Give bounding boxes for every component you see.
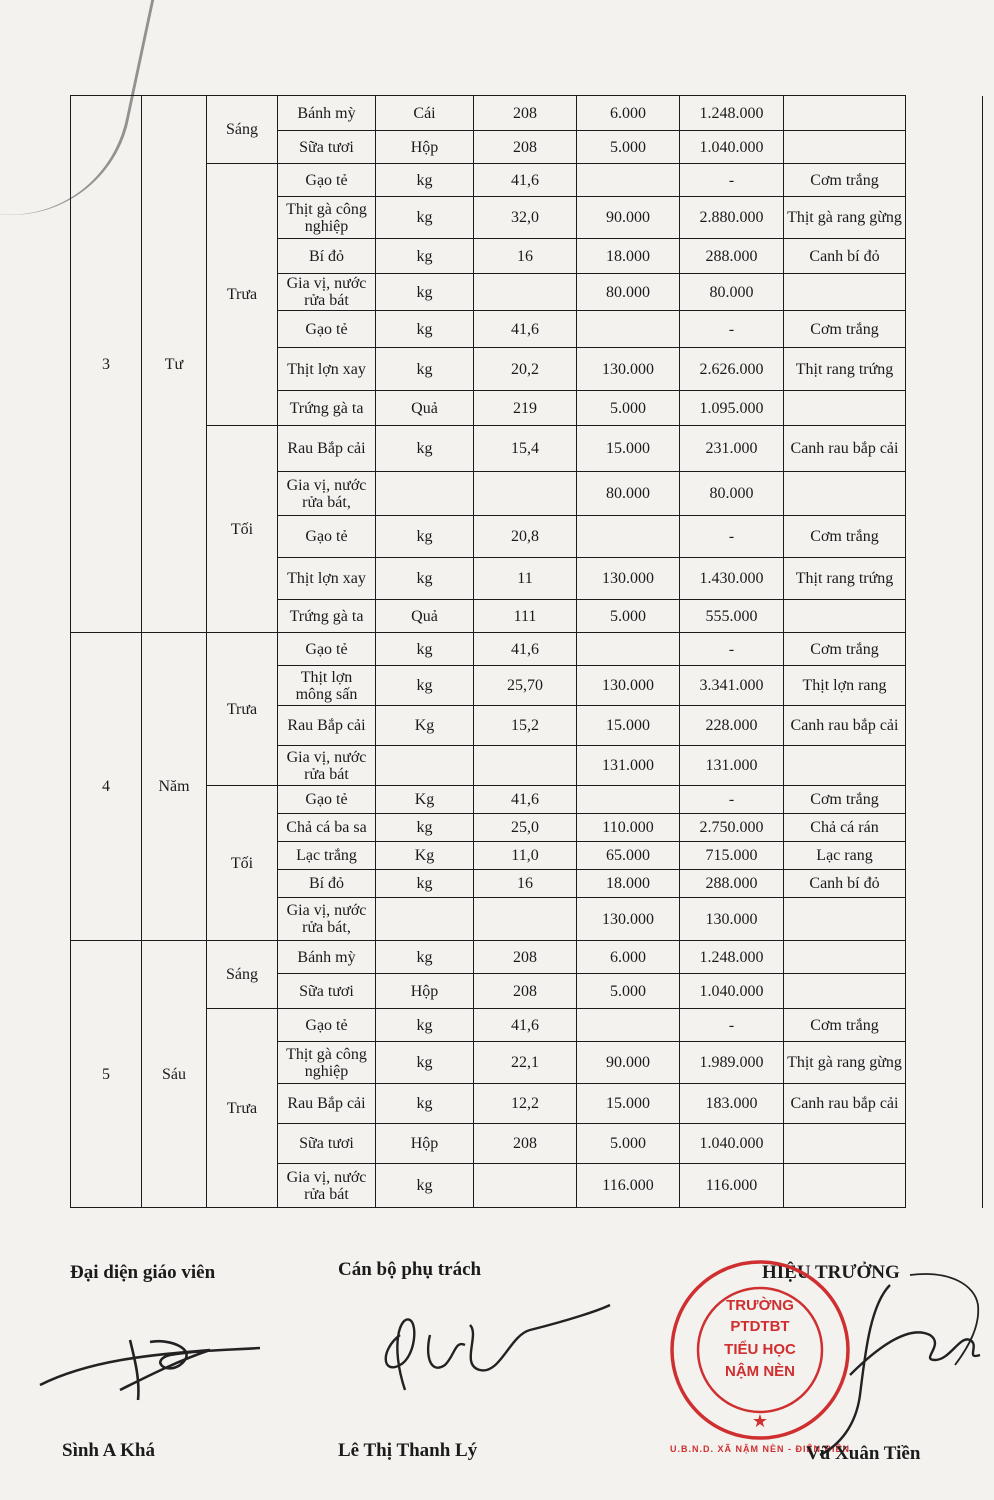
table-cell: 208: [474, 96, 577, 131]
table-margin-cell: [906, 1124, 983, 1164]
table-cell: 25,70: [474, 666, 577, 706]
stamp-line-3: TIỂU HỌC: [724, 1341, 796, 1358]
table-margin-cell: [906, 974, 983, 1009]
table-cell: Rau Bắp cải: [278, 706, 376, 746]
table-margin-cell: [906, 391, 983, 426]
table-cell: 715.000: [680, 842, 784, 870]
table-cell: Sáng: [207, 96, 278, 164]
table-cell: Hộp: [376, 131, 474, 164]
officer-name: Lê Thị Thanh Lý: [338, 1440, 478, 1461]
table-cell: [784, 941, 906, 974]
table-cell: [577, 1009, 680, 1042]
table-margin-cell: [906, 96, 983, 131]
table-cell: Gạo tẻ: [278, 633, 376, 666]
table-cell: 5.000: [577, 600, 680, 633]
table-margin-cell: [906, 472, 983, 516]
table-margin-cell: [906, 941, 983, 974]
table-cell: 208: [474, 974, 577, 1009]
table-margin-cell: [906, 898, 983, 941]
table-margin-cell: [906, 814, 983, 842]
table-cell: kg: [376, 1164, 474, 1208]
table-cell: 111: [474, 600, 577, 633]
table-cell: 5.000: [577, 974, 680, 1009]
table-cell: 18.000: [577, 870, 680, 898]
table-cell: 3: [71, 96, 142, 633]
table-cell: Thịt gà công nghiệp: [278, 1042, 376, 1084]
table-cell: Lạc rang: [784, 842, 906, 870]
table-cell: Canh rau bắp cải: [784, 426, 906, 472]
table-cell: Rau Bắp cải: [278, 426, 376, 472]
table-cell: 2.880.000: [680, 197, 784, 239]
table-margin-cell: [906, 239, 983, 274]
table-cell: 4: [71, 633, 142, 941]
svg-text:★: ★: [751, 1411, 769, 1431]
table-cell: Sữa tươi: [278, 1124, 376, 1164]
table-cell: 228.000: [680, 706, 784, 746]
table-cell: 41,6: [474, 786, 577, 814]
table-cell: [376, 898, 474, 941]
table-cell: [784, 898, 906, 941]
principal-signature: [770, 1265, 990, 1465]
officer-signature: [370, 1295, 620, 1415]
table-cell: Bánh mỳ: [278, 941, 376, 974]
table-margin-cell: [906, 1084, 983, 1124]
table-cell: Chả cá rán: [784, 814, 906, 842]
table-cell: 15,2: [474, 706, 577, 746]
table-cell: [577, 786, 680, 814]
table-cell: Lạc trắng: [278, 842, 376, 870]
table-margin-cell: [906, 1009, 983, 1042]
table-cell: Bánh mỳ: [278, 96, 376, 131]
table-cell: 5: [71, 941, 142, 1208]
table-cell: Cơm trắng: [784, 311, 906, 348]
table-cell: kg: [376, 239, 474, 274]
table-cell: [784, 96, 906, 131]
table-cell: [577, 164, 680, 197]
table-cell: Sữa tươi: [278, 131, 376, 164]
principal-name: Vũ Xuân Tiền: [806, 1443, 921, 1464]
table-cell: [784, 1124, 906, 1164]
table-cell: 208: [474, 941, 577, 974]
table-cell: kg: [376, 1009, 474, 1042]
stamp-line-4: NẬM NÈN: [725, 1363, 795, 1380]
table-cell: [474, 1164, 577, 1208]
table-cell: Gia vị, nước rửa bát: [278, 746, 376, 786]
table-cell: 1.040.000: [680, 131, 784, 164]
table-cell: -: [680, 786, 784, 814]
table-cell: Gạo tẻ: [278, 311, 376, 348]
table-cell: Gạo tẻ: [278, 786, 376, 814]
table-cell: 65.000: [577, 842, 680, 870]
table-cell: 1.248.000: [680, 96, 784, 131]
table-cell: Thịt rang trứng: [784, 558, 906, 600]
table-cell: [474, 746, 577, 786]
table-cell: 208: [474, 131, 577, 164]
table-cell: kg: [376, 870, 474, 898]
table-cell: -: [680, 164, 784, 197]
table-cell: [784, 472, 906, 516]
table-cell: 5.000: [577, 131, 680, 164]
table-cell: 2.626.000: [680, 348, 784, 391]
teacher-title: Đại diện giáo viên: [70, 1262, 216, 1283]
table-cell: Gạo tẻ: [278, 164, 376, 197]
stamp-ring-text: U.B.N.D. XÃ NẬM NÈN - ĐIỆN BIÊN: [669, 1444, 850, 1454]
table-cell: 130.000: [577, 898, 680, 941]
table-cell: Canh rau bắp cải: [784, 706, 906, 746]
table-cell: kg: [376, 666, 474, 706]
teacher-name: Sình A Khá: [62, 1440, 155, 1461]
table-cell: 22,1: [474, 1042, 577, 1084]
table-cell: [376, 472, 474, 516]
table-margin-cell: [906, 633, 983, 666]
table-cell: [784, 391, 906, 426]
table-margin-cell: [906, 1042, 983, 1084]
table-cell: kg: [376, 164, 474, 197]
table-cell: Quả: [376, 600, 474, 633]
table-cell: 130.000: [577, 348, 680, 391]
teacher-signature: [30, 1320, 270, 1410]
table-row: [71, 96, 983, 131]
table-cell: [577, 633, 680, 666]
table-cell: -: [680, 516, 784, 558]
table-cell: Trứng gà ta: [278, 391, 376, 426]
table-cell: 16: [474, 239, 577, 274]
table-cell: 208: [474, 1124, 577, 1164]
table-cell: Tối: [207, 786, 278, 941]
table-margin-cell: [906, 600, 983, 633]
table-cell: 130.000: [577, 666, 680, 706]
stamp-line-1: TRƯỜNG: [726, 1297, 794, 1314]
table-cell: Thịt lợn xay: [278, 348, 376, 391]
table-cell: kg: [376, 274, 474, 311]
table-cell: kg: [376, 197, 474, 239]
table-cell: Trưa: [207, 1009, 278, 1208]
table-cell: 6.000: [577, 941, 680, 974]
table-cell: kg: [376, 348, 474, 391]
table-cell: Gia vị, nước rửa bát: [278, 274, 376, 311]
table-cell: [784, 131, 906, 164]
table-cell: Gạo tẻ: [278, 516, 376, 558]
table-margin-cell: [906, 348, 983, 391]
table-cell: Năm: [142, 633, 207, 941]
table-cell: kg: [376, 941, 474, 974]
table-cell: 116.000: [577, 1164, 680, 1208]
table-margin-cell: [906, 311, 983, 348]
table-cell: 80.000: [680, 472, 784, 516]
table-row: [71, 426, 983, 472]
table-cell: Canh bí đỏ: [784, 239, 906, 274]
table-cell: Thịt gà công nghiệp: [278, 197, 376, 239]
table-cell: Quả: [376, 391, 474, 426]
table-cell: 90.000: [577, 1042, 680, 1084]
table-cell: 80.000: [577, 472, 680, 516]
table-cell: kg: [376, 814, 474, 842]
table-cell: 32,0: [474, 197, 577, 239]
table-cell: 130.000: [577, 558, 680, 600]
table-cell: 20,8: [474, 516, 577, 558]
table-cell: kg: [376, 311, 474, 348]
table-cell: Sữa tươi: [278, 974, 376, 1009]
table-cell: Gia vị, nước rửa bát: [278, 1164, 376, 1208]
table-cell: 131.000: [680, 746, 784, 786]
table-cell: Trưa: [207, 164, 278, 426]
table-cell: 555.000: [680, 600, 784, 633]
table-margin-cell: [906, 870, 983, 898]
table-cell: Sáu: [142, 941, 207, 1208]
table-cell: 1.040.000: [680, 974, 784, 1009]
table-cell: Cơm trắng: [784, 516, 906, 558]
table-cell: 288.000: [680, 239, 784, 274]
table-cell: 1.248.000: [680, 941, 784, 974]
table-cell: 3.341.000: [680, 666, 784, 706]
table-margin-cell: [906, 842, 983, 870]
principal-title: HIỆU TRƯỞNG: [762, 1262, 900, 1283]
table-cell: [376, 746, 474, 786]
table-row: [71, 1009, 983, 1042]
table-cell: 18.000: [577, 239, 680, 274]
table-cell: Hộp: [376, 974, 474, 1009]
table-cell: Kg: [376, 786, 474, 814]
stamp-line-2: PTDTBT: [730, 1318, 790, 1335]
table-row: [71, 786, 983, 814]
menu-cost-table: [70, 95, 983, 1208]
table-cell: Cơm trắng: [784, 1009, 906, 1042]
table-cell: Thịt rang trứng: [784, 348, 906, 391]
table-row: [71, 164, 983, 197]
table-cell: 15.000: [577, 706, 680, 746]
table-cell: 116.000: [680, 1164, 784, 1208]
table-cell: 20,2: [474, 348, 577, 391]
table-cell: kg: [376, 1084, 474, 1124]
table-cell: kg: [376, 558, 474, 600]
table-cell: kg: [376, 633, 474, 666]
table-cell: [577, 516, 680, 558]
table-cell: Gạo tẻ: [278, 1009, 376, 1042]
table-margin-cell: [906, 706, 983, 746]
table-cell: 110.000: [577, 814, 680, 842]
table-cell: -: [680, 311, 784, 348]
table-cell: 41,6: [474, 1009, 577, 1042]
table-cell: 6.000: [577, 96, 680, 131]
table-cell: Thịt gà rang gừng: [784, 1042, 906, 1084]
table-cell: Canh bí đỏ: [784, 870, 906, 898]
table-cell: -: [680, 1009, 784, 1042]
table-cell: Tối: [207, 426, 278, 633]
table-cell: kg: [376, 1042, 474, 1084]
table-cell: Gia vị, nước rửa bát,: [278, 472, 376, 516]
table-cell: Thịt lợn mông sấn: [278, 666, 376, 706]
table-cell: 15.000: [577, 426, 680, 472]
table-cell: 11,0: [474, 842, 577, 870]
table-cell: -: [680, 633, 784, 666]
table-cell: [784, 1164, 906, 1208]
table-cell: Trưa: [207, 633, 278, 786]
table-cell: 1.095.000: [680, 391, 784, 426]
table-margin-cell: [906, 197, 983, 239]
table-cell: [474, 274, 577, 311]
table-cell: 1.040.000: [680, 1124, 784, 1164]
table-cell: [577, 311, 680, 348]
table-cell: Tư: [142, 96, 207, 633]
table-cell: [474, 898, 577, 941]
table-cell: Hộp: [376, 1124, 474, 1164]
table-margin-cell: [906, 426, 983, 472]
table-cell: [474, 472, 577, 516]
table-cell: 1.430.000: [680, 558, 784, 600]
table-cell: 131.000: [577, 746, 680, 786]
table-cell: 5.000: [577, 391, 680, 426]
table-cell: [784, 600, 906, 633]
table-cell: Thịt lợn rang: [784, 666, 906, 706]
table-cell: Cơm trắng: [784, 786, 906, 814]
table-cell: 11: [474, 558, 577, 600]
table-cell: 80.000: [680, 274, 784, 311]
table-cell: 12,2: [474, 1084, 577, 1124]
table-cell: Cái: [376, 96, 474, 131]
table-cell: 288.000: [680, 870, 784, 898]
table-cell: 16: [474, 870, 577, 898]
table-cell: 25,0: [474, 814, 577, 842]
table-cell: kg: [376, 516, 474, 558]
table-cell: Bí đỏ: [278, 870, 376, 898]
table-cell: Trứng gà ta: [278, 600, 376, 633]
table-cell: 90.000: [577, 197, 680, 239]
table-cell: Rau Bắp cải: [278, 1084, 376, 1124]
table-cell: 41,6: [474, 633, 577, 666]
table-cell: Bí đỏ: [278, 239, 376, 274]
table-margin-cell: [906, 131, 983, 164]
table-cell: 2.750.000: [680, 814, 784, 842]
table-margin-cell: [906, 1164, 983, 1208]
officer-title: Cán bộ phụ trách: [338, 1259, 482, 1280]
table-cell: 41,6: [474, 164, 577, 197]
table-cell: 130.000: [680, 898, 784, 941]
table-cell: Thịt lợn xay: [278, 558, 376, 600]
table-cell: 1.989.000: [680, 1042, 784, 1084]
table-cell: Sáng: [207, 941, 278, 1009]
table-margin-cell: [906, 164, 983, 197]
table-cell: Cơm trắng: [784, 164, 906, 197]
table-cell: 15.000: [577, 1084, 680, 1124]
table-cell: 15,4: [474, 426, 577, 472]
table-margin-cell: [906, 666, 983, 706]
table-cell: 41,6: [474, 311, 577, 348]
table-cell: 5.000: [577, 1124, 680, 1164]
table-cell: [784, 974, 906, 1009]
table-margin-cell: [906, 746, 983, 786]
table-cell: Gia vị, nước rửa bát,: [278, 898, 376, 941]
table-cell: 80.000: [577, 274, 680, 311]
table-row: [71, 633, 983, 666]
table-margin-cell: [906, 786, 983, 814]
table-cell: Chả cá ba sa: [278, 814, 376, 842]
table-cell: Thịt gà rang gừng: [784, 197, 906, 239]
table-cell: 183.000: [680, 1084, 784, 1124]
table-cell: Cơm trắng: [784, 633, 906, 666]
table-margin-cell: [906, 558, 983, 600]
table-cell: kg: [376, 426, 474, 472]
table-cell: [784, 746, 906, 786]
table-cell: Kg: [376, 706, 474, 746]
table-cell: 219: [474, 391, 577, 426]
table-cell: 231.000: [680, 426, 784, 472]
table-margin-cell: [906, 516, 983, 558]
table-cell: Canh rau bắp cải: [784, 1084, 906, 1124]
table-row: [71, 941, 983, 974]
table-cell: Kg: [376, 842, 474, 870]
table-margin-cell: [906, 274, 983, 311]
table-cell: [784, 274, 906, 311]
